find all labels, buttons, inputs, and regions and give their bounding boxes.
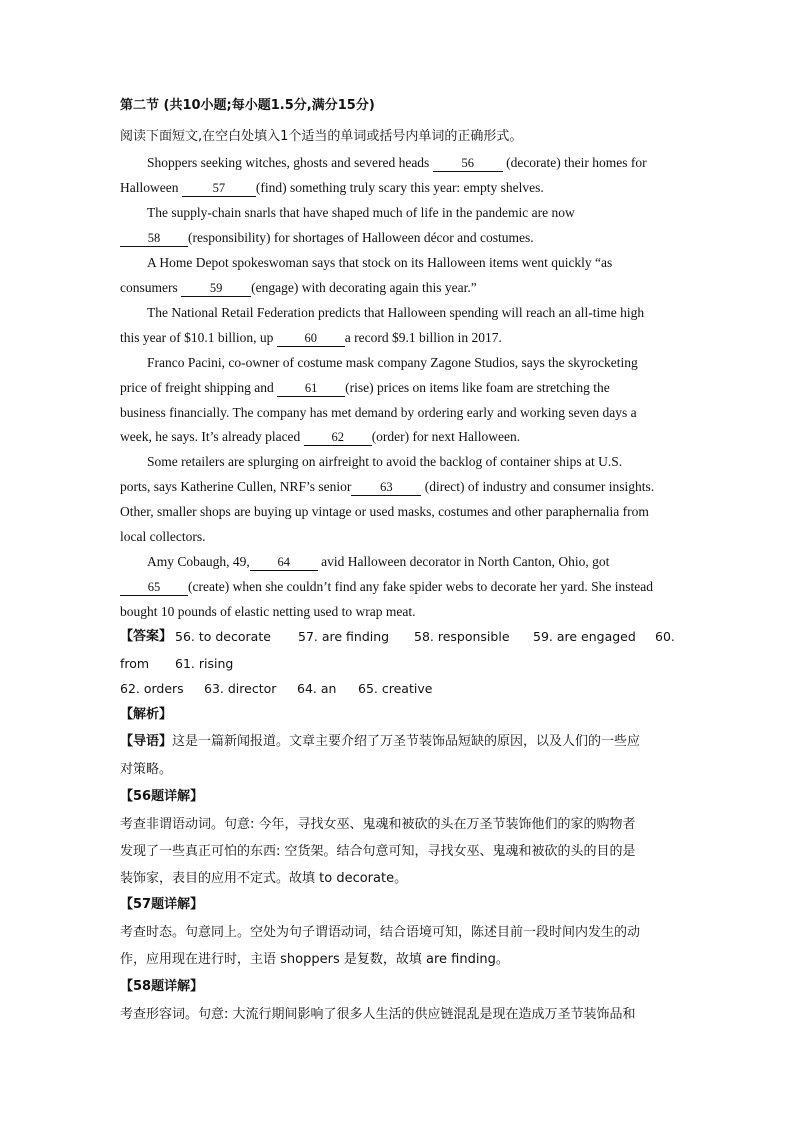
passage-line: The supply-chain snarls that have shaped much of life in the pandemic are now <box>147 205 575 220</box>
answer-63: 63. director <box>204 681 277 696</box>
answer-56: 56. to decorate <box>175 629 271 644</box>
answer-65: 65. creative <box>358 681 433 696</box>
passage-line: The National Retail Federation predicts that Halloween spending will reach an all-time high <box>147 305 645 320</box>
text: Shoppers seeking witches, ghosts and severed heads <box>147 155 433 170</box>
text: this year of $10.1 billion, up <box>120 330 277 345</box>
text: (find) something truly scary this year: empty shelves. <box>255 180 544 195</box>
answer-57: 57. are finding <box>298 629 390 644</box>
q58-label: 【58题详解】 <box>120 979 204 994</box>
blank-57[interactable]: 57 <box>182 181 256 197</box>
text: (responsibility) for shortages of Halloween décor and costumes. <box>188 230 534 245</box>
text: a record $9.1 billion in 2017. <box>344 330 502 345</box>
passage-line <box>147 553 707 571</box>
answer-64: 64. an <box>297 681 337 696</box>
blank-64[interactable]: 64 <box>250 555 318 571</box>
passage-line: business financially. The company has met demand by ordering early and working seven days a <box>120 405 637 420</box>
text: (direct) of industry and consumer insights. <box>421 479 655 494</box>
answer-60-number: 60. <box>655 629 675 644</box>
answer-62: 62. orders <box>120 681 184 696</box>
instructions: 阅读下面短文,在空白处填入1个适当的单词或括号内单词的正确形式。 <box>120 129 523 144</box>
guide-line-2: 对策略。 <box>120 762 173 777</box>
passage-line <box>120 279 680 297</box>
blank-62[interactable]: 62 <box>304 430 372 446</box>
q57-line-2: 作，应用现在进行时，主语 shoppers 是复数，故填 are finding。 <box>120 952 509 967</box>
passage-line: Other, smaller shops are buying up vintage or used masks, costumes and other paraphernalia from <box>120 504 649 519</box>
text: price of freight shipping and <box>120 380 278 395</box>
section-title: 第二节 (共10小题;每小题1.5分,满分15分) <box>120 98 375 113</box>
text: (create) when she couldn’t find any fake spider webs to decorate her yard. She instead <box>188 579 653 594</box>
text: avid Halloween decorator in North Canton, Ohio, got <box>317 554 610 569</box>
answers-label: 【答案】 <box>120 629 173 644</box>
q57-line-1: 考查时态。句意同上。空处为句子谓语动词，结合语境可知，陈述目前一段时间内发生的动 <box>120 925 641 940</box>
blank-60[interactable]: 60 <box>277 331 345 347</box>
text: ports, says Katherine Cullen, NRF’s senior <box>120 479 352 494</box>
passage-line <box>120 428 680 446</box>
passage-line <box>120 229 680 247</box>
passage-line <box>120 179 680 197</box>
answers-row-3 <box>120 680 680 698</box>
text: (rise) prices on items like foam are stretching the <box>345 380 610 395</box>
passage-line: bought 10 pounds of elastic netting used to wrap meat. <box>120 604 416 619</box>
passage-line: A Home Depot spokeswoman says that stock on its Halloween items went quickly “as <box>147 255 613 270</box>
guide-label: 【导语】 <box>120 734 173 749</box>
q56-line-1: 考查非谓语动词。句意: 今年，寻找女巫、鬼魂和被砍的头在万圣节装饰他们的家的购物者 <box>120 817 636 832</box>
analysis-label: 【解析】 <box>120 707 173 722</box>
answer-61: 61. rising <box>175 656 234 671</box>
guide-line <box>120 733 680 751</box>
q58-line-1: 考查形容词。句意: 大流行期间影响了很多人生活的供应链混乱是现在造成万圣节装饰品和 <box>120 1007 636 1022</box>
answer-60-text: from <box>120 656 150 671</box>
text: (order) for next Halloween. <box>371 429 521 444</box>
passage-line <box>147 154 707 172</box>
blank-59[interactable]: 59 <box>181 281 251 297</box>
guide-text: 这是一篇新闻报道。文章主要介绍了万圣节装饰品短缺的原因，以及人们的一些应 <box>172 734 641 749</box>
passage-line <box>120 329 680 347</box>
blank-63[interactable]: 63 <box>351 480 421 496</box>
text: (engage) with decorating again this year.” <box>251 280 477 295</box>
passage-line <box>120 379 680 397</box>
text: week, he says. It’s already placed <box>120 429 304 444</box>
blank-58[interactable]: 58 <box>120 231 188 247</box>
passage-line: Some retailers are splurging on airfreight to avoid the backlog of container ships at U.S. <box>147 454 623 469</box>
passage-line: local collectors. <box>120 529 206 544</box>
passage-line <box>120 478 680 496</box>
q57-label: 【57题详解】 <box>120 897 204 912</box>
q56-line-2: 发现了一些真正可怕的东西: 空货架。结合句意可知，寻找女巫、鬼魂和被砍的头的目的是 <box>120 844 636 859</box>
answers-row-1 <box>120 628 680 646</box>
passage-line: Franco Pacini, co-owner of costume mask company Zagone Studios, says the skyrocketing <box>147 355 638 370</box>
q56-label: 【56题详解】 <box>120 789 204 804</box>
passage-line <box>120 578 680 596</box>
text: (decorate) their homes for <box>502 155 647 170</box>
text: Amy Cobaugh, 49, <box>147 554 250 569</box>
blank-65[interactable]: 65 <box>120 580 188 596</box>
answers-row-2 <box>120 655 680 673</box>
q56-line-3: 装饰家，表目的应用不定式。故填 to decorate。 <box>120 871 408 886</box>
answer-59: 59. are engaged <box>533 629 636 644</box>
text: consumers <box>120 280 182 295</box>
answer-58: 58. responsible <box>414 629 510 644</box>
blank-56[interactable]: 56 <box>433 156 503 172</box>
blank-61[interactable]: 61 <box>277 381 345 397</box>
text: Halloween <box>120 180 182 195</box>
